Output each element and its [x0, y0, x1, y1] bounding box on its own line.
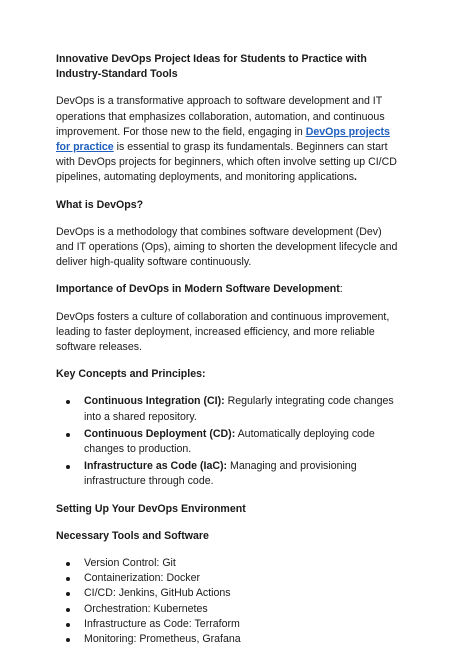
- concept-description: Automatically deploying code changes to production.: [84, 427, 375, 456]
- concept-description: Managing and provisioning infrastructure through code.: [84, 460, 357, 488]
- list-item: [56, 556, 401, 571]
- list-item: [56, 571, 401, 586]
- key-concepts-heading: Key Concepts and Principles:: [56, 368, 206, 381]
- importance-heading-text: Importance of DevOps in Modern Software Development: [56, 283, 340, 296]
- list-item: [56, 617, 401, 632]
- importance-heading: [56, 282, 401, 297]
- bullet-icon: [66, 433, 70, 437]
- list-item: [56, 427, 401, 457]
- list-item: [56, 586, 401, 601]
- bullet-icon: [66, 400, 70, 404]
- importance-paragraph: DevOps fosters a culture of collaboration and continuous improvement, leading to faster deployment, increased efficiency, and more reliable software releases.: [56, 310, 390, 354]
- bullet-icon: [66, 608, 70, 612]
- concept-term: Infrastructure as Code (IaC):: [84, 460, 228, 473]
- bullet-icon: [66, 623, 70, 627]
- list-item: [56, 459, 401, 489]
- bullet-icon: [66, 577, 70, 581]
- document-title: Innovative DevOps Project Ideas for Students to Practice with Industry-Standard Tools: [56, 53, 367, 81]
- tool-text: CI/CD: Jenkins, GitHub Actions: [84, 587, 231, 600]
- intro-end-mark: .: [354, 171, 357, 184]
- devops-projects-link[interactable]: DevOps projects for practice: [56, 125, 390, 154]
- intro-text-after-link: is essential to grasp its fundamentals. Beginners can start with DevOps projects for beginners, which often involve setting up CI/CD pipelines, automating deployments, and monitoring applications: [56, 141, 397, 184]
- bullet-icon: [66, 562, 70, 566]
- what-is-devops-heading: What is DevOps?: [56, 198, 144, 211]
- bullet-icon: [66, 592, 70, 596]
- setup-heading: Setting Up Your DevOps Environment: [56, 502, 246, 515]
- document-body: [56, 52, 401, 659]
- importance-heading-colon: :: [339, 283, 343, 296]
- tools-list: [56, 556, 401, 647]
- key-concepts-list: [56, 394, 401, 489]
- concept-term: Continuous Deployment (CD):: [84, 427, 236, 440]
- bullet-icon: [66, 465, 70, 469]
- tool-text: Infrastructure as Code: Terraform: [84, 617, 240, 630]
- tool-text: Monitoring: Prometheus, Grafana: [84, 633, 241, 646]
- tools-heading: Necessary Tools and Software: [56, 529, 209, 542]
- concept-term: Continuous Integration (CI):: [84, 395, 225, 408]
- bullet-icon: [66, 638, 70, 642]
- list-item: [56, 394, 401, 424]
- list-item: [56, 602, 401, 617]
- tool-text: Orchestration: Kubernetes: [84, 602, 208, 615]
- tool-text: Version Control: Git: [84, 557, 176, 570]
- concept-description: Regularly integrating code changes into a shared repository.: [84, 395, 394, 423]
- intro-paragraph: [56, 94, 401, 185]
- what-is-devops-paragraph: DevOps is a methodology that combines software development (Dev) and IT operations (Ops), aiming to shorten the development lifecycle and deliver high-quality software continuously.: [56, 225, 398, 269]
- tool-text: Containerization: Docker: [84, 572, 200, 585]
- intro-text-before-link: DevOps is a transformative approach to software development and IT operations that emphasizes collaboration, automation, and continuous improvement. For those new to the field, engaging in: [56, 95, 385, 138]
